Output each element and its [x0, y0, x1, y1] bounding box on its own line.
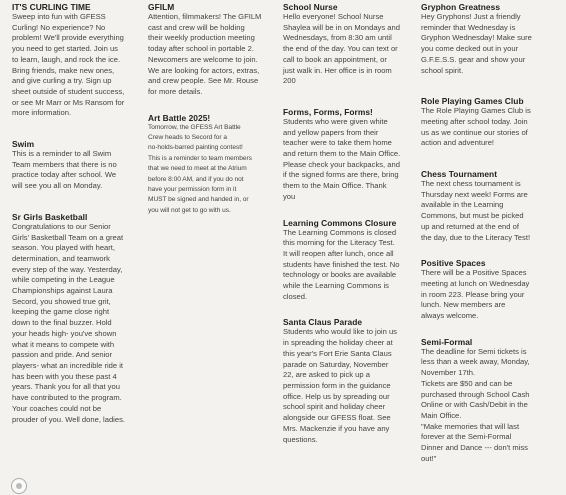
article-rpg-club — [421, 96, 561, 149]
column-2 — [148, 2, 272, 216]
overlay-circle-icon[interactable] — [11, 478, 27, 494]
article-title: Semi-Formal — [421, 336, 473, 347]
article-santa-claus-parade — [283, 317, 411, 445]
article-body: There will be a Positive Spaces meeting at lunch on Wednesday in room 223. Please bring your lunch. New members are always welcome. — [421, 268, 530, 321]
article-body: The deadline for Semi tickets is less than a week away, Monday, November 17th. Tickets are $50 and can be purchased through School Cash Online or with Cash/Debit in the Main Office. "Make memories that will last forever at the Semi-Formal Dinner and Dance --- don't miss out!" — [421, 346, 530, 463]
article-title: Positive Spaces — [421, 258, 486, 269]
article-body: Sweep into fun with GFESS Curling! No experience? No problem! We'll provide everything you need to get started. Join us to learn, laugh, and rock the ice. Bring friends, make new ones, and give curling a try. Sign up sheet outside of student success, or see Mr Marr or Ms Ransom for more information. — [12, 12, 125, 118]
article-title: Chess Tournament — [421, 169, 498, 180]
article-art-battle — [148, 113, 272, 217]
article-body: Students who would like to join us in spreading the holiday cheer at this year's Fort Erie Santa Claus parade on Saturday, November 22, are asked to pick up a permission form in the guidance office. Help us by spreading our school spirit and holiday cheer alongside our GFESS float. See Mrs. Mackenzie if you have any questions. — [283, 327, 397, 444]
article-school-nurse — [283, 2, 411, 87]
article-title: GFILM — [148, 2, 175, 12]
article-body: The Role Playing Games Club is meeting after school today. Join us as we continue our stories of action and adventure! — [421, 106, 531, 148]
article-body: The next chess tournament is Thursday next week! Forms are available in the Learning Commons, but must be picked up and returned at the end of the day, due to the Literacy Test! — [421, 179, 531, 242]
article-body: Hey Gryphons! Just a friendly reminder that Wednesday is Gryphon Wednesday! Make sure you come decked out in your G.F.E.S.S. gear and show your school spirit. — [421, 12, 532, 75]
article-body: Tomorrow, the GFESS Art Battle Crew heads to Secord for a no-holds-barred painting contest! This is a reminder to team members that we need to meet at the Atrium before 8:00 AM, and if you do not have your permission form in it MUST be signed and handed in, or you will not get to go with us. — [148, 123, 252, 214]
article-title: Gryphon Greatness — [421, 2, 501, 12]
article-swim — [12, 139, 132, 192]
column-1 — [12, 2, 132, 425]
column-3 — [283, 2, 411, 445]
article-gfilm — [148, 2, 272, 98]
article-positive-spaces — [421, 258, 561, 322]
article-title: Role Playing Games Club — [421, 96, 524, 107]
article-body: Hello everyone! School Nurse Shaylea will be in on Mondays and Wednesdays, from 8:30 am until the end of the day. You can text or call to book an appointment, or just walk in. Her office is in room 200 — [283, 12, 400, 86]
article-body: Students who were given white and yellow papers from their teacher were to take them home and return them to the Main Office. Please check your backpacks, and if the signed forms are there, bring them to the Main Office. Thank you — [283, 116, 401, 201]
article-title: IT'S CURLING TIME — [12, 2, 91, 12]
article-title: Santa Claus Parade — [283, 317, 363, 328]
article-semi-formal — [421, 337, 561, 465]
article-body: Congratulations to our Senior Girls' Basketball Team on a great season. You played with heart, determination, and teamwork every step of the way. Yesterday, while competing in the League Championships against Laura Secord, you showed true grit, keeping the game close right down to the final buzzer. Hold your heads high- you've shown what it means to compete with passion and pride. And senior players- what an incredible ride it has been with you these past 4 years. Thank you for all that you have contributed to the program. Your coaches could not be prouder of you. Well done, ladies. — [12, 221, 125, 424]
column-4 — [421, 2, 561, 465]
article-chess-tournament — [421, 169, 561, 243]
article-title: Art Battle 2025! — [148, 112, 211, 123]
article-title: Sr Girls Basketball — [12, 211, 88, 222]
article-body: This is a reminder to all Swim Team members that there is no practice today after school. We will see you all on Monday. — [12, 149, 117, 191]
article-body: Attention, filmmakers! The GFILM cast and crew will be holding their weekly production meeting today after school in portable 2. Newcomers are welcome to join. We are looking for actors, extras, and crew people. See Mr. Rouse for more details. — [148, 12, 262, 96]
article-title: Forms, Forms, Forms! — [283, 106, 373, 117]
article-basketball — [12, 212, 132, 425]
article-curling — [12, 2, 132, 119]
article-body: The Learning Commons is closed this morning for the Literacy Test. It will reopen after lunch, once all students have finished the test. No technology or books are available while the Learning Commons is closed. — [283, 227, 400, 301]
article-learning-commons — [283, 218, 411, 303]
article-title: Learning Commons Closure — [283, 217, 397, 228]
article-gryphon-greatness — [421, 2, 561, 76]
article-forms — [283, 107, 411, 203]
article-title: School Nurse — [283, 2, 338, 12]
article-title: Swim — [12, 139, 35, 150]
